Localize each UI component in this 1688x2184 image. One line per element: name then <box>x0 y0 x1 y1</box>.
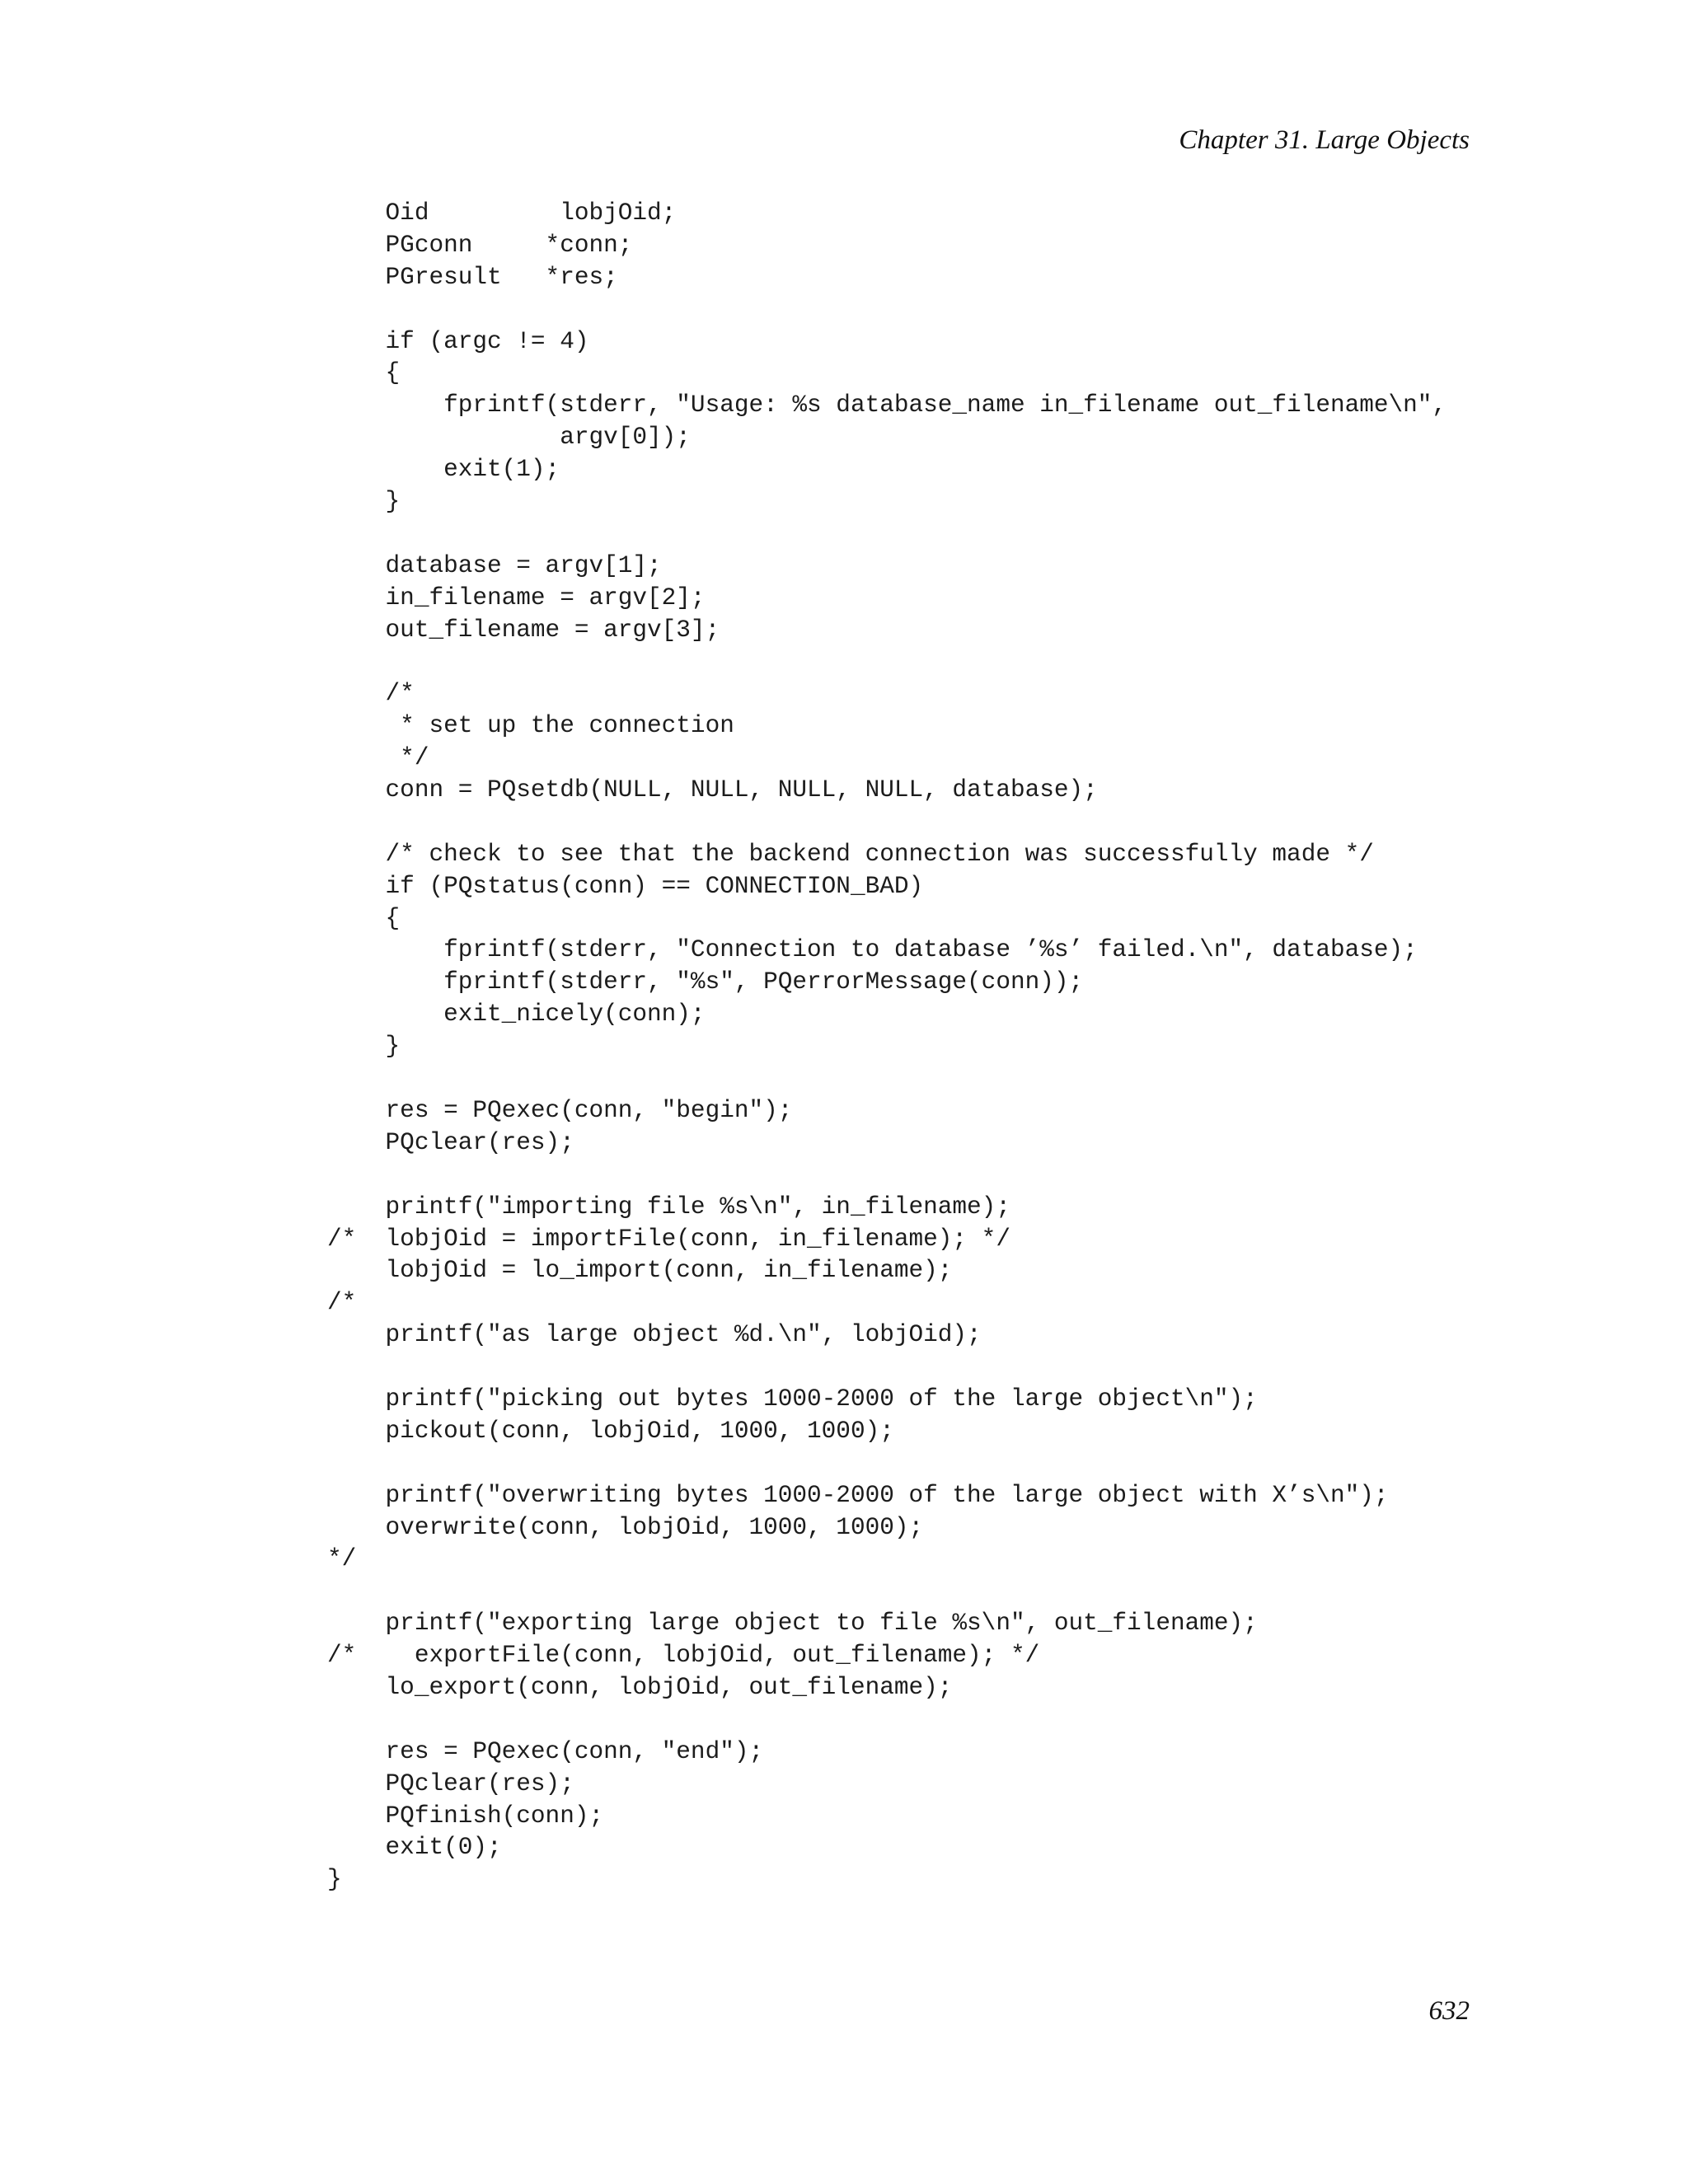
code-line <box>327 1352 1447 1384</box>
code-line <box>327 1063 1447 1095</box>
code-line: printf("as large object %d.\n", lobjOid); <box>327 1321 982 1349</box>
page-number: 632 <box>1428 1996 1470 2026</box>
code-line: PGconn *conn; <box>327 231 633 259</box>
code-line <box>327 1704 1447 1736</box>
code-line <box>327 1576 1447 1608</box>
code-line: res = PQexec(conn, "begin"); <box>327 1096 793 1124</box>
code-line: PQclear(res); <box>327 1769 574 1797</box>
code-line <box>327 294 1447 326</box>
code-line: } <box>327 488 401 516</box>
code-line: Oid lobjOid; <box>327 199 677 227</box>
code-line: exit(1); <box>327 456 560 484</box>
code-line: exit_nicely(conn); <box>327 1001 706 1029</box>
code-line <box>327 1160 1447 1192</box>
code-line: */ <box>327 744 429 772</box>
code-line: argv[0]); <box>327 424 691 452</box>
code-line: { <box>327 904 401 932</box>
code-line: out_filename = argv[3]; <box>327 616 720 644</box>
code-line: { <box>327 359 401 387</box>
code-line: PQfinish(conn); <box>327 1802 604 1830</box>
code-line <box>327 646 1447 678</box>
code-line: in_filename = argv[2]; <box>327 583 706 612</box>
code-line: fprintf(stderr, "Connection to database ’%s’ failed.\n", database); <box>327 936 1418 964</box>
code-line: printf("overwriting bytes 1000-2000 of the large object with X’s\n"); <box>327 1481 1389 1509</box>
code-line: } <box>327 1033 401 1061</box>
code-line: exit(0); <box>327 1834 502 1862</box>
code-line: PGresult *res; <box>327 263 618 291</box>
code-line: */ <box>327 1545 357 1573</box>
code-line: } <box>327 1866 342 1894</box>
code-line: fprintf(stderr, "Usage: %s database_name in_filename out_filename\n", <box>327 391 1447 419</box>
code-line: /* <box>327 1289 357 1317</box>
code-line: overwrite(conn, lobjOid, 1000, 1000); <box>327 1513 924 1541</box>
code-line: printf("exporting large object to file %s\n", out_filename); <box>327 1610 1258 1638</box>
code-line: conn = PQsetdb(NULL, NULL, NULL, NULL, database); <box>327 776 1098 804</box>
code-listing <box>327 198 1447 1896</box>
code-line <box>327 807 1447 839</box>
code-line: /* lobjOid = importFile(conn, in_filename); */ <box>327 1225 1010 1253</box>
code-line: pickout(conn, lobjOid, 1000, 1000); <box>327 1417 894 1445</box>
running-header: Chapter 31. Large Objects <box>1179 125 1470 155</box>
code-line: lobjOid = lo_import(conn, in_filename); <box>327 1257 953 1285</box>
code-line <box>327 518 1447 551</box>
code-line: fprintf(stderr, "%s", PQerrorMessage(conn)); <box>327 968 1084 996</box>
code-line: if (PQstatus(conn) == CONNECTION_BAD) <box>327 872 924 900</box>
code-line: printf("importing file %s\n", in_filename); <box>327 1193 1010 1221</box>
code-line: /* exportFile(conn, lobjOid, out_filename); */ <box>327 1642 1040 1670</box>
code-line: /* <box>327 680 415 708</box>
code-line: database = argv[1]; <box>327 551 662 579</box>
code-line <box>327 1448 1447 1480</box>
code-line: /* check to see that the backend connection was successfully made */ <box>327 840 1374 868</box>
code-line: if (argc != 4) <box>327 327 589 355</box>
code-line: lo_export(conn, lobjOid, out_filename); <box>327 1673 953 1701</box>
code-line: printf("picking out bytes 1000-2000 of the large object\n"); <box>327 1385 1258 1413</box>
code-line: PQclear(res); <box>327 1128 574 1156</box>
code-line: * set up the connection <box>327 712 734 740</box>
code-line: res = PQexec(conn, "end"); <box>327 1737 764 1765</box>
